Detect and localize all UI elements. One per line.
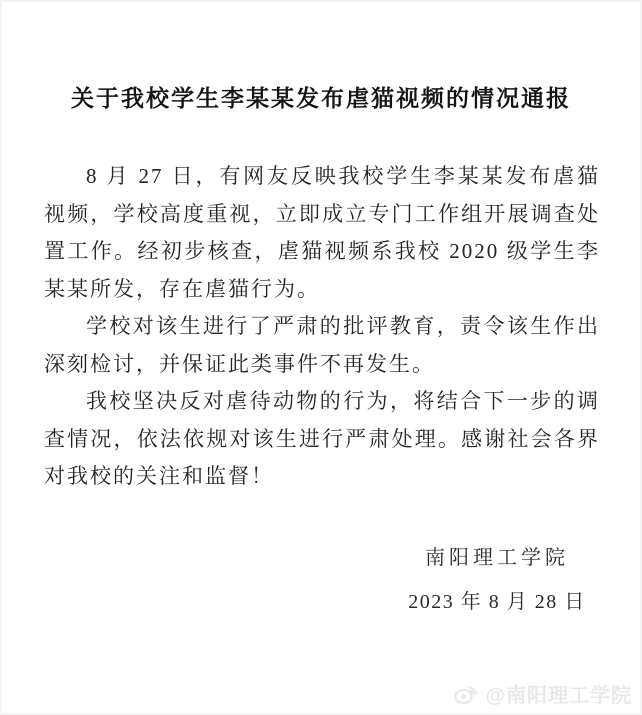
notice-paragraph-1: 8 月 27 日，有网友反映我校学生李某某发布虐猫视频，学校高度重视，立即成立专门工作组开展调查处置工作。经初步核查，虐猫视频系我校 2020 级学生李某某所发，存在虐猫行为。 (44, 164, 600, 301)
notice-body (44, 158, 600, 496)
signature-block (397, 536, 597, 624)
signature-organization: 南阳理工学院 (425, 547, 569, 569)
notice-paragraph-3: 我校坚决反对虐待动物的行为，将结合下一步的调查情况，依法依规对该生进行严肃处理。感谢社会各界对我校的关注和监督！ (44, 389, 600, 488)
watermark-text: @南阳理工学院 (485, 685, 632, 707)
signature-date: 2023 年 8 月 28 日 (408, 591, 586, 613)
notice-paragraph-2: 学校对该生进行了严肃的批评教育，责令该生作出深刻检讨，并保证此类事件不再发生。 (44, 314, 600, 376)
weibo-icon (453, 682, 480, 705)
notice-title: 关于我校学生李某某发布虐猫视频的情况通报 (71, 85, 571, 111)
weibo-watermark (453, 679, 632, 708)
